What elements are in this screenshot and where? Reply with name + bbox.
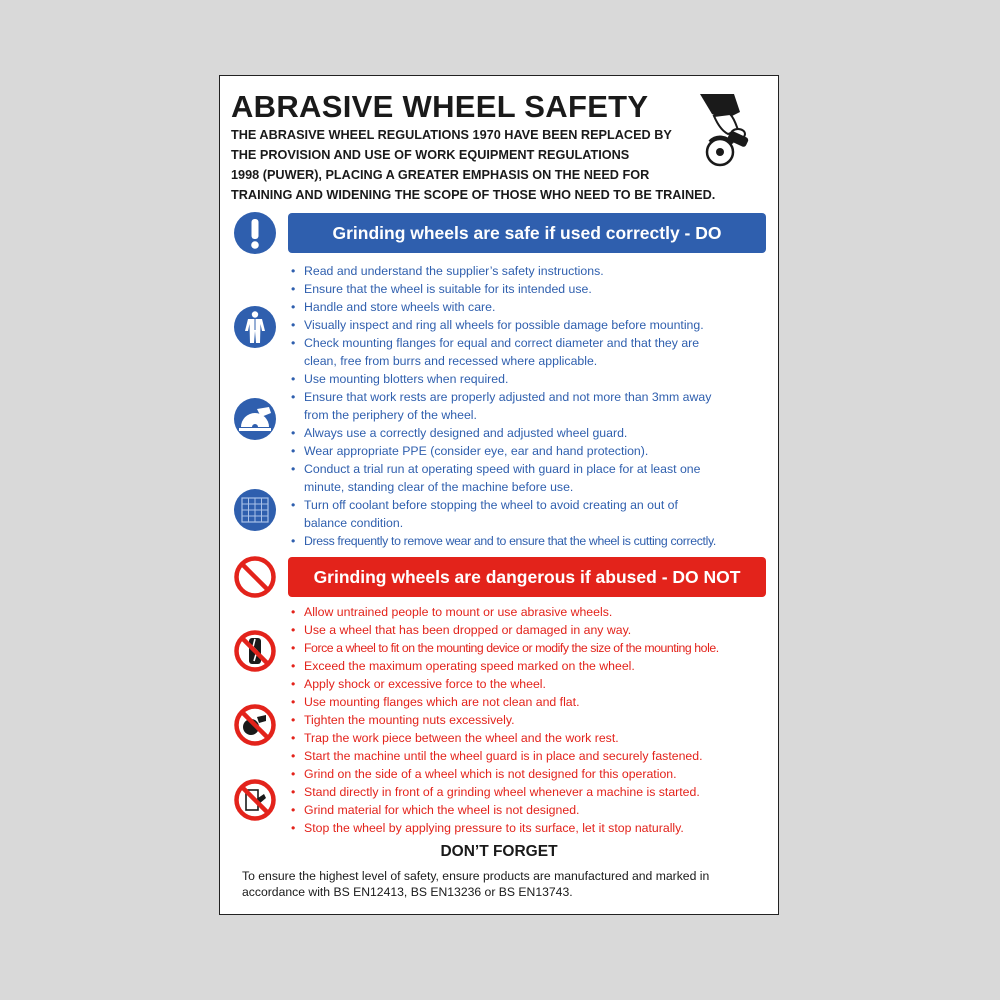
do-list-item: • Always use a correctly designed and adjusted wheel guard. (288, 424, 766, 442)
dont-list-item: • Grind material for which the wheel is not designed. (288, 801, 766, 819)
intro-line: THE ABRASIVE WHEEL REGULATIONS 1970 HAVE BEEN REPLACED BY (231, 128, 672, 142)
dont-list-item: • Trap the work piece between the wheel and the work rest. (288, 729, 766, 747)
do-list-item: from the periphery of the wheel. (304, 408, 477, 422)
dont-list-item: • Stand directly in front of a grinding wheel whenever a machine is started. (288, 783, 766, 801)
do-list-item: • Dress frequently to remove wear and to ensure that the wheel is cutting correctly. (288, 532, 766, 550)
intro-line: THE PROVISION AND USE OF WORK EQUIPMENT REGULATIONS (231, 148, 630, 162)
do-list-item: • Handle and store wheels with care. (288, 298, 766, 316)
do-list-item: balance condition. (304, 516, 404, 530)
do-list-item: minute, standing clear of the machine before use. (304, 480, 574, 494)
dont-list-item: • Use mounting flanges which are not clean and flat. (288, 693, 766, 711)
intro-paragraph (231, 125, 751, 205)
dont-list-item: • Tighten the mounting nuts excessively. (288, 711, 766, 729)
do-list-item: • Use mounting blotters when required. (288, 370, 766, 388)
exclamation-icon (233, 211, 277, 255)
intro-line: TRAINING AND WIDENING THE SCOPE OF THOSE WHO NEED TO BE TRAINED. (231, 188, 716, 202)
dont-heading-banner: Grinding wheels are dangerous if abused - DO NOT (288, 557, 766, 597)
do-list-item: • Wear appropriate PPE (consider eye, ear and hand protection). (288, 442, 766, 460)
footer-note (242, 868, 762, 900)
dont-list-item: • Apply shock or excessive force to the wheel. (288, 675, 766, 693)
dont-list-item: • Grind on the side of a wheel which is not designed for this operation. (288, 765, 766, 783)
intro-line: 1998 (PUWER), PLACING A GREATER EMPHASIS ON THE NEED FOR (231, 168, 650, 182)
dont-list-item: • Stop the wheel by applying pressure to its surface, let it stop naturally. (288, 819, 766, 837)
do-list-item: • Read and understand the supplier’s safety instructions. (288, 262, 766, 280)
safety-sign (219, 75, 779, 915)
protective-clothing-icon (233, 305, 277, 349)
do-list-item: • Turn off coolant before stopping the wheel to avoid creating an out of (288, 496, 766, 514)
do-list (288, 262, 766, 550)
grinder-guard-icon (233, 397, 277, 441)
do-list-item: • Check mounting flanges for equal and correct diameter and that they are (288, 334, 766, 352)
dont-list-item: • Exceed the maximum operating speed marked on the wheel. (288, 657, 766, 675)
dont-list-item: • Start the machine until the wheel guard is in place and securely fastened. (288, 747, 766, 765)
storage-rack-icon (233, 488, 277, 532)
do-list-item: • Visually inspect and ring all wheels for possible damage before mounting. (288, 316, 766, 334)
sign-title: ABRASIVE WHEEL SAFETY (231, 89, 649, 124)
dont-list-item: • Use a wheel that has been dropped or damaged in any way. (288, 621, 766, 639)
dont-list (288, 603, 766, 837)
no-hand-grinding-icon (233, 778, 277, 822)
prohibition-icon (233, 555, 277, 599)
no-side-grinding-icon (233, 703, 277, 747)
do-list-item: • Ensure that the wheel is suitable for its intended use. (288, 280, 766, 298)
do-list-item: • Ensure that work rests are properly adjusted and not more than 3mm away (288, 388, 766, 406)
do-list-item: clean, free from burrs and recessed where applicable. (304, 354, 598, 368)
dont-forget-heading: DON’T FORGET (440, 843, 558, 860)
no-damaged-wheel-icon (233, 629, 277, 673)
do-list-item: • Conduct a trial run at operating speed with guard in place for at least one (288, 460, 766, 478)
dont-list-item: • Allow untrained people to mount or use abrasive wheels. (288, 603, 766, 621)
footer-line: To ensure the highest level of safety, ensure products are manufactured and marked in (242, 869, 710, 883)
footer-line: accordance with BS EN12413, BS EN13236 or BS EN13743. (242, 885, 573, 899)
dont-list-item: • Force a wheel to fit on the mounting device or modify the size of the mounting hole. (288, 639, 766, 657)
do-heading-banner: Grinding wheels are safe if used correctly - DO (288, 213, 766, 253)
